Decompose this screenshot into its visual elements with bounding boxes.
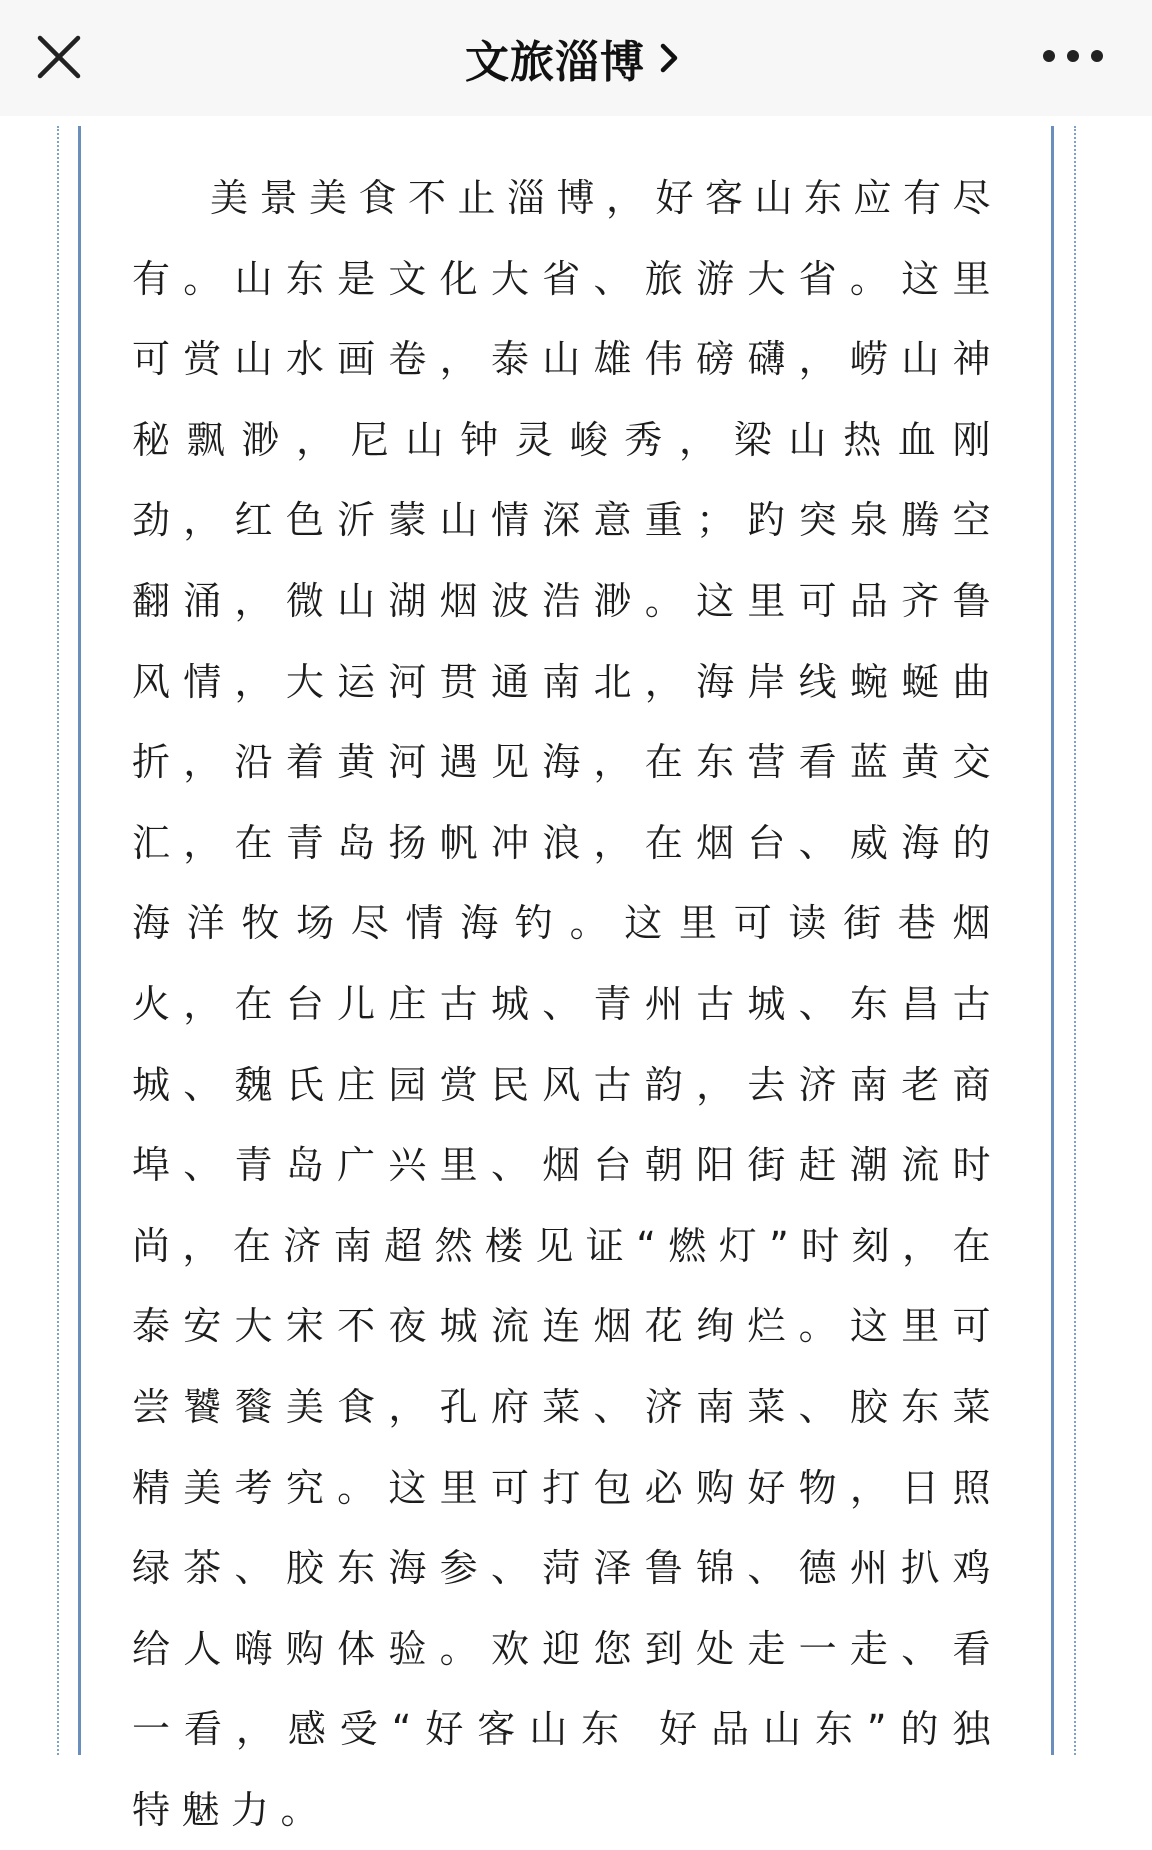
- frame-border-right-dotted: [1074, 126, 1076, 1755]
- close-button[interactable]: [30, 28, 88, 86]
- page-title: 文旅淄博: [465, 37, 645, 88]
- title-container: [0, 0, 1152, 116]
- frame-border-right: [1051, 126, 1054, 1755]
- article-frame: [0, 116, 1152, 1832]
- chevron-right-icon: [655, 38, 683, 78]
- article-paragraph: 美景美食不止淄博，好客山东应有尽有。山东是文化大省、旅游大省。这里可赏山水画卷，泰山雄伟磅礴，崂山神秘飘渺，尼山钟灵峻秀，梁山热血刚劲，红色沂蒙山情深意重；趵突泉腾空翻涌，微山湖烟波浩渺。这里可品齐鲁风情，大运河贯通南北，海岸线蜿蜒曲折，沿着黄河遇见海，在东营看蓝黄交汇，在青岛扬帆冲浪，在烟台、威海的海洋牧场尽情海钓。这里可读街巷烟火，在台儿庄古城、青州古城、东昌古城、魏氏庄园赏民风古韵，去济南老商埠、青岛广兴里、烟台朝阳街赶潮流时尚，在济南超然楼见证“燃灯”时刻，在泰安大宋不夜城流连烟花绚烂。这里可尝饕餮美食，孔府菜、济南菜、胶东菜精美考究。这里可打包必购好物，日照绿茶、胶东海参、菏泽鲁锦、德州扒鸡给人嗨购体验。欢迎您到处走一走、看一看，感受“好客山东 好品山东”的独特魅力。: [132, 176, 1003, 1832]
- article-body: [132, 158, 1003, 1832]
- close-icon: [30, 28, 88, 86]
- more-options-button[interactable]: [1040, 38, 1106, 74]
- frame-border-left-dotted: [57, 126, 59, 1755]
- more-horizontal-icon: [1040, 38, 1106, 74]
- frame-border-left: [78, 126, 81, 1755]
- account-title-link[interactable]: [465, 26, 683, 90]
- top-navigation-bar: [0, 0, 1152, 116]
